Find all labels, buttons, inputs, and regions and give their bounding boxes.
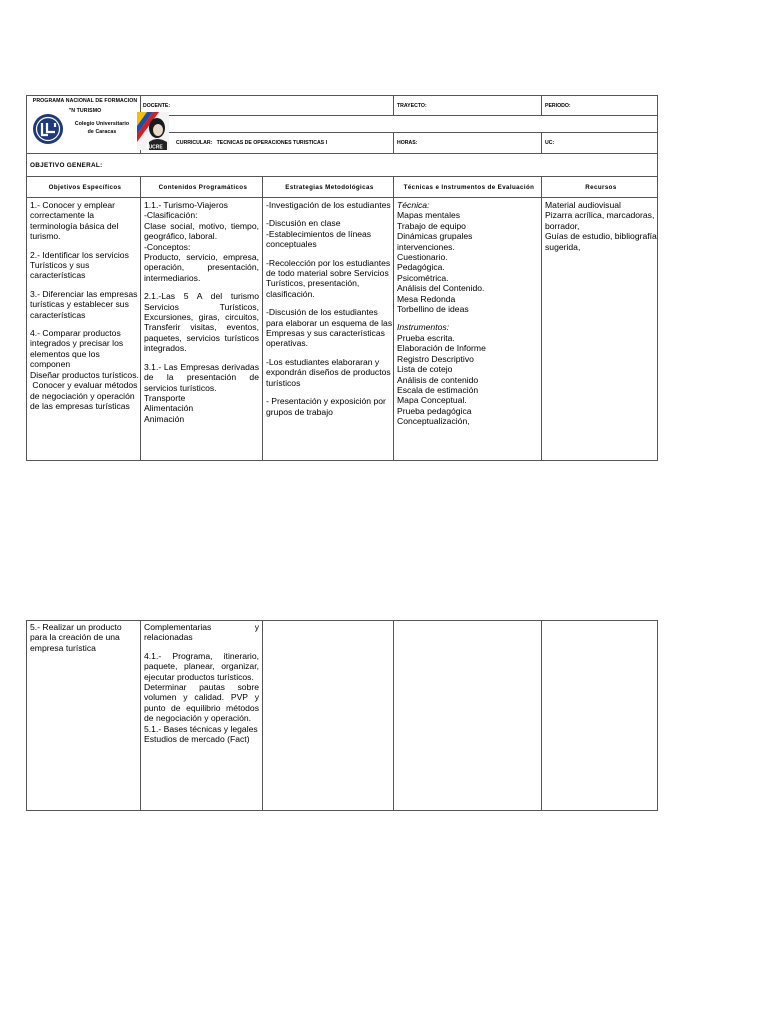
trayecto-cell [394, 96, 542, 116]
planning-table [26, 95, 658, 461]
instrumento-item: Elaboración de Informe [397, 343, 486, 354]
portrait-image [137, 112, 169, 150]
objetivos-especificos-cell [27, 621, 141, 811]
planning-table-continued [26, 620, 658, 811]
institution-logo-cell [27, 96, 141, 154]
column-header: Estrategias Metodológicas [263, 177, 394, 198]
instrumento-item: Prueba escrita. [397, 332, 455, 343]
evaluacion-cell [394, 198, 542, 461]
tecnica-item: Pedagógica. [397, 262, 445, 273]
recursos-cell [542, 198, 658, 461]
content-item: 5.1.- Bases técnicas y legales [144, 723, 258, 734]
docente-cell [141, 96, 394, 116]
column-header: Objetivos Específicos [27, 177, 141, 198]
estrategias-cell [263, 198, 394, 461]
instrumento-item: Prueba pedagógica [397, 405, 472, 416]
uc-label: UC: [545, 140, 555, 146]
objective-item: 5.- Realizar un producto para la creación de una empresa turística [30, 622, 125, 653]
unidad-curricular-value: TECNICAS DE OPERACIONES TURISTICAS I [216, 140, 328, 146]
objetivo-general: OBJETIVO GENERAL: [27, 154, 658, 177]
trayecto-label: TRAYECTO: [397, 102, 427, 109]
unidad-curricular-label: CURRICULAR: [176, 140, 213, 146]
objetivos-especificos-cell [27, 198, 141, 461]
strategy-item: -Los estudiantes elaboraran y expondrán diseños de productos turísticos [266, 356, 394, 388]
content-item: -Conceptos: [144, 241, 191, 252]
strategy-item: -Discusión de los estudiantes para elaborar un esquema de las Empresas y sus características operativas. [266, 307, 395, 349]
evaluacion-cell [394, 621, 542, 811]
recursos-cell [542, 621, 658, 811]
content-item: Complementarias y relacionadas [144, 622, 262, 643]
contenidos-cell [141, 198, 263, 461]
strategy-item: - Presentación y exposición por grupos de trabajo [266, 396, 389, 417]
tecnica-item: Mapas mentales [397, 210, 461, 221]
estrategias-cell [263, 621, 394, 811]
docente-label: DOCENTE: [143, 102, 171, 109]
content-item: Producto, servicio, empresa, operación, presentación, intermediarios. [144, 252, 262, 283]
content-item: Clase social, motivo, tiempo, geográfico, laboral. [144, 220, 262, 242]
instrumento-item: Registro Descriptivo [397, 353, 474, 364]
instrumentos-label: Instrumentos: [397, 322, 450, 333]
objective-item: Conocer y evaluar métodos de negociación y operación de las empresas turísticas [30, 380, 140, 411]
tecnica-item: intervenciones. [397, 241, 455, 252]
tecnica-item: Dinámicas grupales [397, 231, 473, 242]
content-item: Transporte [144, 392, 186, 403]
column-header: Contenidos Programáticos [141, 177, 263, 198]
instrumento-item: Conceptualización, [397, 416, 470, 427]
objective-item: 1.- Conocer y emplear correctamente la terminología básica del turismo. [30, 200, 121, 242]
periodo-cell [542, 96, 658, 116]
tecnica-item: Mesa Redonda [397, 293, 456, 304]
content-item: Animación [144, 413, 185, 424]
uc-cell [542, 133, 658, 154]
objective-item: 4.- Comparar productos integrados y precisar los elementos que los componen [30, 328, 126, 370]
horas-cell [394, 133, 542, 154]
content-item: 2.1.-Las 5 A del turismo Servicios Turísticos, Excursiones, giras, circuitos, Transferir visitas, eventos, paquetes, servicios turísticos integrados. [144, 291, 262, 354]
tecnica-label: Técnica: [397, 200, 430, 210]
instrumento-item: Lista de cotejo [397, 364, 453, 375]
tecnica-item: Psicométrica. [397, 272, 449, 283]
content-item: 4.1.- Programa, itinerario, paquete, planear, organizar, ejecutar productos turísticos. [144, 650, 262, 682]
tecnica-item: Torbellino de ideas [397, 304, 469, 315]
content-item: Alimentación [144, 403, 194, 414]
objective-item: 2.- Identificar los servicios Turísticos y sus características [30, 249, 132, 281]
recurso-item: Material audiovisual [545, 200, 621, 210]
contenidos-cell [141, 621, 263, 811]
strategy-item: -Establecimientos de líneas conceptuales [266, 228, 374, 250]
column-header: Recursos [542, 177, 658, 198]
program-name: PROGRAMA NACIONAL DE FORMACION [32, 98, 138, 104]
content-item: Estudios de mercado (Fact) [144, 734, 250, 745]
content-item: 3.1.- Las Empresas derivadas de la presentación de servicios turísticos. [144, 361, 262, 393]
tecnica-item: Análisis del Contenido. [397, 283, 485, 294]
strategy-item: -Investigación de los estudiantes [266, 200, 391, 210]
instrumento-item: Escala de estimación [397, 384, 479, 395]
strategy-item: -Discusión en clase [266, 218, 341, 229]
blank-header-row [141, 116, 658, 133]
periodo-label: PERIODO: [545, 102, 571, 109]
tecnica-item: Trabajo de equipo [397, 220, 466, 231]
recurso-item: Guías de estudio, bibliografía sugerida, [545, 231, 660, 252]
instrumento-item: Análisis de contenido [397, 374, 479, 385]
college-seal-icon [32, 113, 64, 145]
content-item: Determinar pautas sobre volumen y calidad. PVP y punto de equilibrio métodos de negociación y operación. [144, 682, 262, 724]
tecnica-item: Cuestionario. [397, 252, 448, 263]
objective-item: Diseñar productos turísticos. [30, 369, 139, 380]
portrait-caption: SUCRE [145, 144, 163, 150]
college-name: Colegio Universitario de Caracas [74, 121, 130, 135]
column-header: Técnicas e Instrumentos de Evaluación [394, 177, 542, 198]
recurso-item: Pizarra acrílica, marcadoras, borrador, [545, 210, 657, 231]
program-name-line2: "N TURISMO [68, 108, 102, 114]
unidad-curricular-cell [141, 133, 394, 154]
content-item: -Clasificación: [144, 210, 198, 221]
objective-item: 3.- Diferenciar las empresas turísticas y establecer sus características [30, 288, 140, 320]
strategy-item: -Recolección por los estudiantes de todo material sobre Servicios Turísticos, presentación, clasificación. [266, 257, 393, 299]
instrumento-item: Mapa Conceptual. [397, 395, 467, 406]
horas-label: HORAS: [397, 140, 418, 146]
content-item: 1.1.- Turismo-Viajeros [144, 200, 228, 210]
